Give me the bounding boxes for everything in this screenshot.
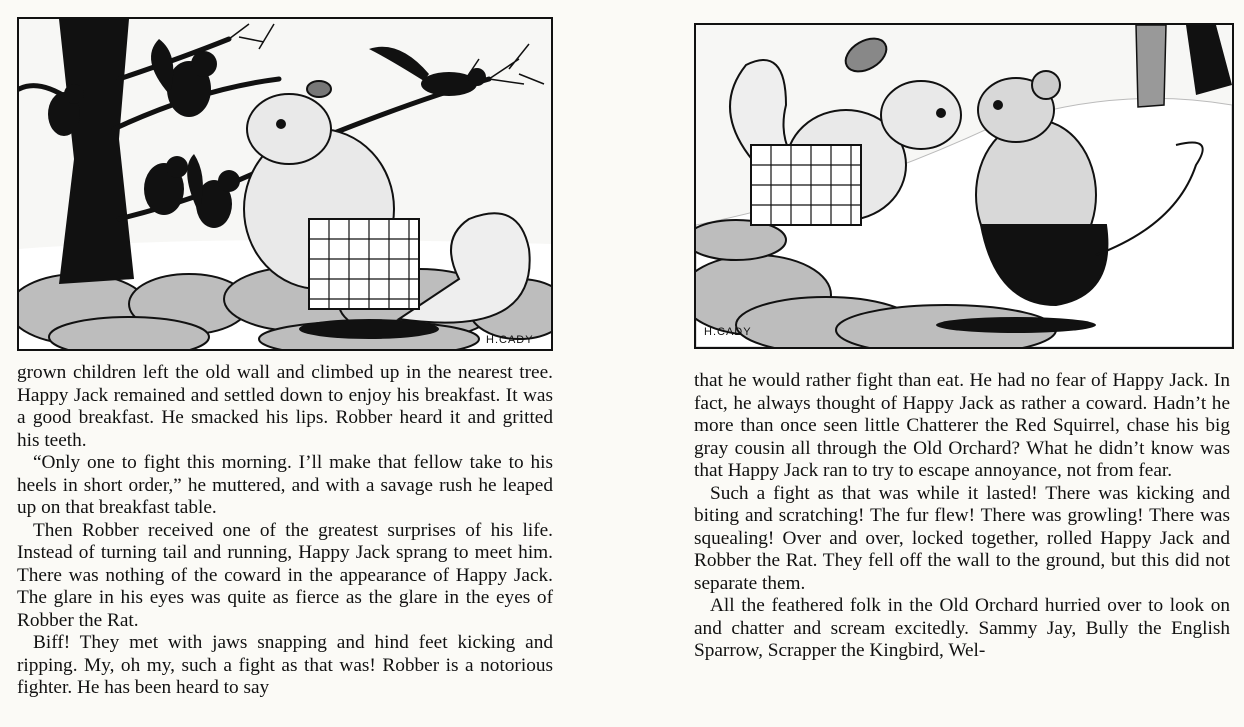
left-illustration bbox=[17, 17, 553, 351]
squirrel-fighting-rat-icon bbox=[696, 25, 1232, 347]
right-paragraph-1: that he would rather fight than eat. He had no fear of Happy Jack. In fact, he always thought of Happy Jack as rather a coward. Hadn’t he more than once seen little Chatterer the Red Squirrel, chase his big gray cousin all through the Old Orchard? What he didn’t know was that Happy Jack ran to try to escape annoyance, not from fear. bbox=[694, 370, 1230, 481]
right-page bbox=[640, 0, 1244, 727]
left-paragraph-4: Biff! They met with jaws snapping and hind feet kicking and ripping. My, oh my, such a fight as that was! Robber is a notorious fighter. He has been heard to say bbox=[17, 632, 553, 698]
right-paragraph-3: All the feathered folk in the Old Orchard hurried over to look on and chatter and scream excitedly. Sammy Jay, Bully the English Sparrow, Scrapper the Kingbird, Wel- bbox=[694, 595, 1230, 661]
right-signature: H.CADY bbox=[704, 326, 752, 338]
right-paragraph-2: Such a fight as that was while it lasted! There was kicking and biting and scratching! The fur flew! There was growling! There was squealing! Over and over, locked together, rolled Happy Jack and Robber the Rat. They fell off the wall to the ground, but this did not separate them. bbox=[694, 482, 1230, 594]
right-page-text bbox=[694, 370, 1230, 663]
right-illustration bbox=[694, 23, 1234, 349]
squirrel-on-stone-wall-icon bbox=[19, 19, 551, 349]
left-paragraph-2: “Only one to fight this morning. I’ll make that fellow take to his heels in short order,” he muttered, and with a savage rush he leaped up on that breakfast table. bbox=[17, 452, 553, 518]
left-paragraph-1: grown children left the old wall and climbed up in the nearest tree. Happy Jack remained and settled down to enjoy his breakfast. It was a good breakfast. He smacked his lips. Robber heard it and gritted his teeth. bbox=[17, 362, 553, 451]
left-paragraph-3: Then Robber received one of the greatest surprises of his life. Instead of turning tail and running, Happy Jack sprang to meet him. There was nothing of the coward in the appearance of Happy Jack. The glare in his eyes was quite as fierce as the glare in the eyes of Robber the Rat. bbox=[17, 519, 553, 631]
left-page bbox=[0, 0, 600, 727]
left-signature: H.CADY bbox=[486, 334, 534, 346]
left-page-text bbox=[17, 362, 553, 700]
